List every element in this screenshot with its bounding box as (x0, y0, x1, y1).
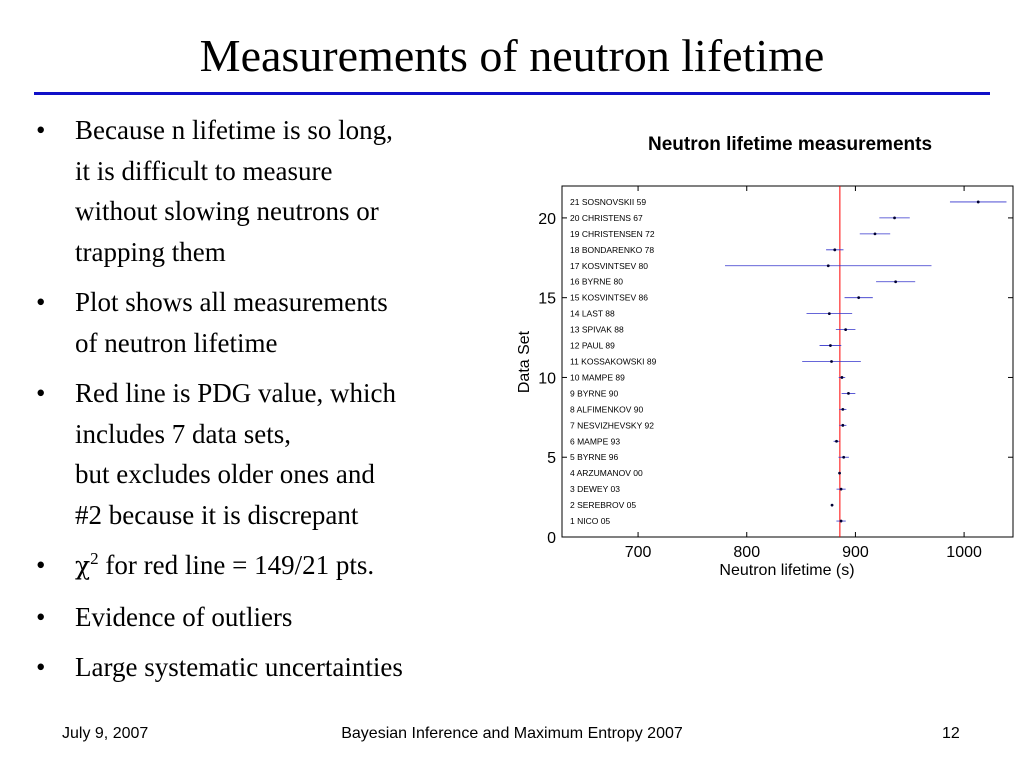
data-point (838, 472, 841, 475)
dataset-label: 8 ALFIMENKOV 90 (570, 404, 644, 415)
footer-page-number: 12 (942, 725, 960, 742)
data-point (844, 328, 847, 331)
data-point (827, 264, 830, 267)
data-point (829, 344, 832, 347)
x-tick-label: 800 (733, 544, 761, 561)
dataset-label: 9 BYRNE 90 (570, 388, 619, 399)
bullet-text: it is difficult to measure (75, 155, 333, 186)
footer-date: July 9, 2007 (62, 725, 149, 742)
chi-symbol: χ (75, 551, 91, 580)
dataset-label: 13 SPIVAK 88 (570, 324, 624, 335)
data-point (894, 280, 897, 283)
footer-conference: Bayesian Inference and Maximum Entropy 2007 (341, 725, 683, 742)
dataset-label: 16 BYRNE 80 (570, 276, 623, 287)
dataset-label: 19 CHRISTENSEN 72 (570, 228, 655, 239)
data-points (725, 201, 1006, 523)
y-tick-label: 20 (538, 210, 556, 228)
data-point (831, 504, 834, 507)
bullet-item (36, 597, 506, 638)
x-tick-label: 900 (842, 544, 869, 561)
bullet-item (36, 110, 506, 272)
bullet-text: Evidence of outliers (75, 601, 293, 632)
y-tick-label: 15 (538, 290, 556, 308)
dataset-labels (570, 197, 657, 526)
bullet-text: but excludes older ones and (75, 459, 375, 489)
neutron-lifetime-chart (506, 122, 1016, 592)
bullet-item (36, 282, 506, 363)
dataset-label: 2 SEREBROV 05 (570, 500, 637, 511)
data-point (840, 520, 843, 523)
data-point (835, 440, 838, 443)
dataset-label: 7 NESVIZHEVSKY 92 (570, 420, 654, 431)
bullet-text: of neutron lifetime (75, 327, 278, 358)
x-tick-label: 700 (624, 544, 652, 561)
bullet-item (36, 545, 506, 587)
bullet-text: includes 7 data sets, (75, 418, 291, 449)
dataset-label: 11 KOSSAKOWSKI 89 (570, 356, 657, 367)
data-point (828, 312, 831, 315)
bullet-text: Because n lifetime is so long, (75, 115, 393, 145)
dataset-label: 12 PAUL 89 (570, 340, 615, 351)
dataset-label: 17 KOSVINTSEV 80 (570, 260, 648, 271)
bullet-marker: • (36, 378, 46, 408)
data-point (830, 360, 833, 363)
dataset-label: 3 DEWEY 03 (570, 484, 620, 495)
data-point (893, 217, 896, 220)
bullet-marker: • (36, 601, 46, 632)
data-point (841, 424, 844, 427)
bullet-item (36, 373, 506, 535)
data-point (874, 232, 877, 235)
chart-title: Neutron lifetime measurements (647, 134, 933, 155)
bullet-marker: • (36, 287, 46, 317)
bullet-list (36, 110, 506, 698)
bullet-text (75, 545, 506, 587)
bullet-text: Red line is PDG value, which (75, 378, 396, 408)
dataset-label: 6 MAMPE 93 (570, 436, 621, 447)
title-divider (34, 92, 990, 95)
dataset-label: 20 CHRISTENS 67 (570, 212, 643, 223)
data-point (847, 392, 850, 395)
data-point (841, 408, 844, 411)
bullet-item (36, 647, 506, 688)
bullet-marker: • (36, 652, 46, 682)
dataset-label: 15 KOSVINTSEV 86 (570, 292, 648, 303)
dataset-label: 4 ARZUMANOV 00 (570, 468, 643, 479)
data-point (857, 296, 860, 299)
dataset-label: 18 BONDARENKO 78 (570, 244, 655, 255)
dataset-label: 21 SOSNOVSKII 59 (570, 196, 647, 207)
x-tick-label: 1000 (946, 544, 982, 561)
bullet-text: without slowing neutrons or (75, 196, 379, 226)
bullet-text: Large systematic uncertainties (75, 652, 403, 682)
bullet-text: trapping them (75, 236, 226, 267)
data-point (977, 201, 980, 204)
y-tick-label: 0 (547, 530, 556, 547)
x-axis-label: Neutron lifetime (s) (719, 562, 855, 579)
dataset-label: 5 BYRNE 96 (570, 452, 619, 463)
y-tick-label: 5 (547, 450, 556, 468)
chi-text: for red line = 149/21 pts. (98, 550, 375, 580)
dataset-label: 10 MAMPE 89 (570, 372, 625, 383)
y-axis-label: Data Set (516, 330, 533, 394)
data-point (840, 488, 843, 491)
bullet-marker: • (36, 550, 46, 580)
y-tick-label: 10 (538, 370, 556, 388)
data-point (841, 376, 844, 379)
slide-title: Measurements of neutron lifetime (199, 30, 825, 81)
bullet-marker: • (36, 115, 46, 145)
data-point (833, 248, 836, 251)
bullet-text: #2 because it is discrepant (75, 499, 359, 530)
dataset-label: 14 LAST 88 (570, 308, 615, 319)
data-point (842, 456, 845, 459)
bullet-text: Plot shows all measurements (75, 287, 388, 317)
chi-superscript: 2 (90, 549, 99, 568)
dataset-label: 1 NICO 05 (570, 516, 611, 527)
